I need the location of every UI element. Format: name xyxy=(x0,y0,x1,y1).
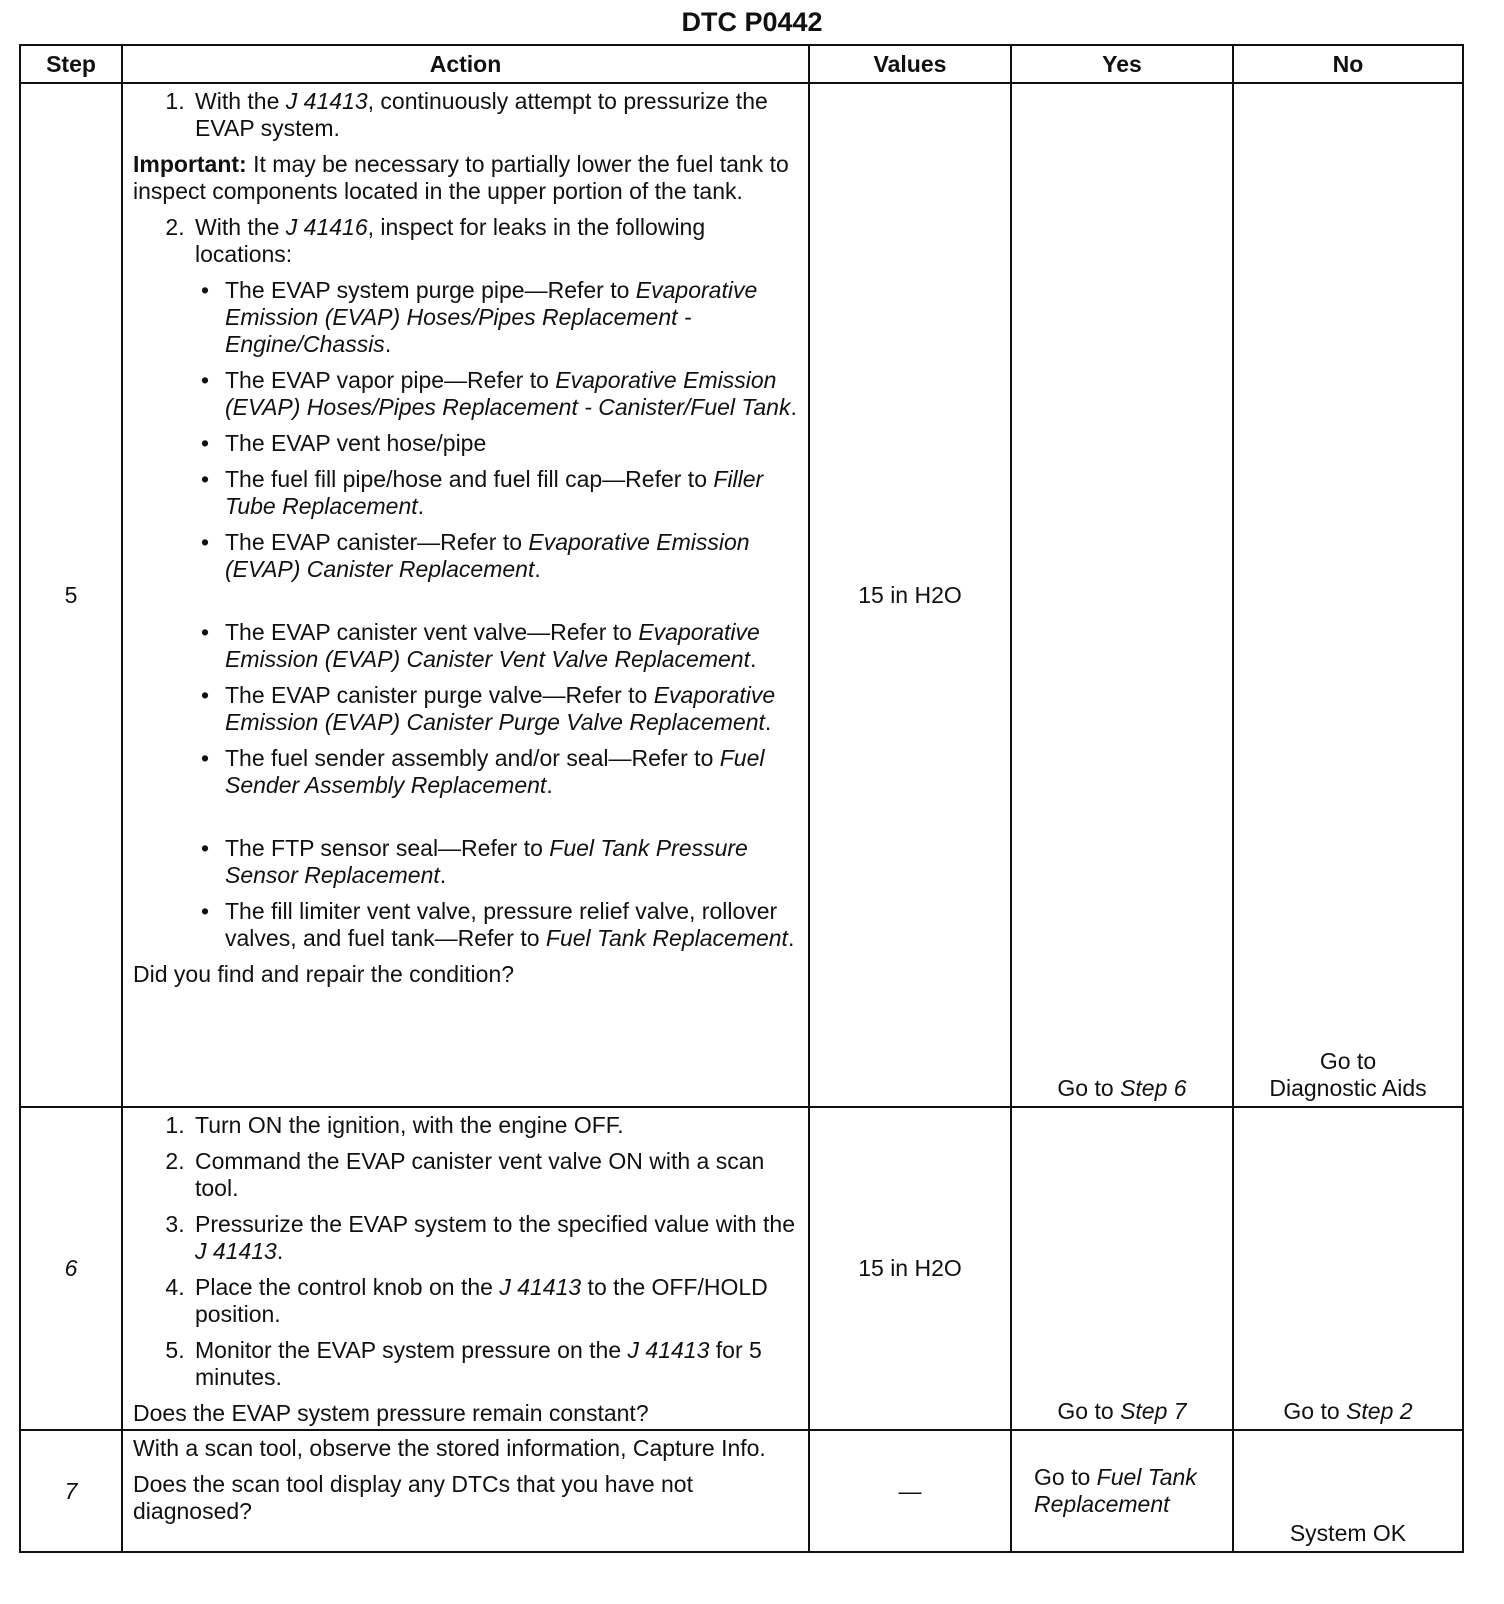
step-number: 6 xyxy=(20,1107,122,1430)
list-item: • The FTP sensor seal—Refer to Fuel Tank Pressure Sensor Replacement. xyxy=(225,835,798,889)
list-item: 4. Place the control knob on the J 41413 to the OFF/HOLD position. xyxy=(191,1274,798,1328)
action-cell xyxy=(122,1430,809,1552)
list-item: 1. Turn ON the ignition, with the engine OFF. xyxy=(191,1112,798,1139)
list-item: • The fuel sender assembly and/or seal—Refer to Fuel Sender Assembly Replacement. xyxy=(225,745,798,799)
table-row-step-5 xyxy=(20,83,1463,1107)
no-result: Go to Step 2 xyxy=(1283,1398,1413,1424)
step-number: 7 xyxy=(20,1430,122,1552)
yes-cell xyxy=(1011,1430,1233,1552)
value-cell: — xyxy=(809,1430,1011,1552)
yes-result: Go to Fuel Tank Replacement xyxy=(1034,1464,1197,1517)
action-steps xyxy=(133,88,798,142)
value-cell: 15 in H2O xyxy=(809,83,1011,1107)
step-question: Did you find and repair the condition? xyxy=(133,961,515,987)
list-item: 2. With the J 41416, inspect for leaks in the following locations: xyxy=(191,214,798,268)
list-item: 5. Monitor the EVAP system pressure on the J 41413 for 5 minutes. xyxy=(191,1337,798,1391)
step-question: Does the scan tool display any DTCs that you have not diagnosed? xyxy=(133,1471,693,1524)
header-action: Action xyxy=(122,45,809,83)
yes-result: Go to Step 6 xyxy=(1057,1075,1187,1101)
step-number: 5 xyxy=(20,83,122,1107)
header-row xyxy=(20,45,1463,83)
header-no: No xyxy=(1233,45,1463,83)
value-cell: 15 in H2O xyxy=(809,1107,1011,1430)
list-item: 3. Pressurize the EVAP system to the specified value with the J 41413. xyxy=(191,1211,798,1265)
yes-result: Go to Step 7 xyxy=(1057,1398,1187,1424)
header-values: Values xyxy=(809,45,1011,83)
list-item: • The EVAP vent hose/pipe xyxy=(225,430,798,457)
yes-cell xyxy=(1011,1107,1233,1430)
action-steps xyxy=(133,1112,798,1391)
table-row-step-6 xyxy=(20,1107,1463,1430)
leak-locations xyxy=(133,277,798,952)
page-title: DTC P0442 xyxy=(681,7,823,37)
step-question: Does the EVAP system pressure remain constant? xyxy=(133,1400,649,1426)
list-item: • The fill limiter vent valve, pressure relief valve, rollover valves, and fuel tank—Refer to Fuel Tank Replacement. xyxy=(225,898,798,952)
action-cell xyxy=(122,1107,809,1430)
header-yes: Yes xyxy=(1011,45,1233,83)
diagnostic-table xyxy=(19,44,1464,1553)
action-cell xyxy=(122,83,809,1107)
important-note: Important: It may be necessary to partially lower the fuel tank to inspect components located in the upper portion of the tank. xyxy=(133,151,789,204)
list-item: • The fuel fill pipe/hose and fuel fill cap—Refer to Filler Tube Replacement. xyxy=(225,466,798,520)
no-cell xyxy=(1233,1107,1463,1430)
yes-cell xyxy=(1011,83,1233,1107)
table-row-step-7 xyxy=(20,1430,1463,1552)
header-step: Step xyxy=(20,45,122,83)
action-text: With a scan tool, observe the stored information, Capture Info. xyxy=(133,1435,766,1461)
list-item: • The EVAP canister vent valve—Refer to Evaporative Emission (EVAP) Canister Vent Valve Replacement. xyxy=(225,619,798,673)
list-item: • The EVAP system purge pipe—Refer to Evaporative Emission (EVAP) Hoses/Pipes Replacement - Engine/Chassis. xyxy=(225,277,798,358)
no-result: System OK xyxy=(1289,1520,1407,1546)
list-item: • The EVAP canister purge valve—Refer to Evaporative Emission (EVAP) Canister Purge Valve Replacement. xyxy=(225,682,798,736)
list-item: 1. With the J 41413, continuously attempt to pressurize the EVAP system. xyxy=(191,88,798,142)
list-item: 2. Command the EVAP canister vent valve ON with a scan tool. xyxy=(191,1148,798,1202)
no-cell xyxy=(1233,1430,1463,1552)
list-item: • The EVAP vapor pipe—Refer to Evaporative Emission (EVAP) Hoses/Pipes Replacement - Canister/Fuel Tank. xyxy=(225,367,798,421)
action-steps-continued xyxy=(133,214,798,268)
no-result: Go to Diagnostic Aids xyxy=(1269,1048,1427,1101)
no-cell xyxy=(1233,83,1463,1107)
list-item: • The EVAP canister—Refer to Evaporative Emission (EVAP) Canister Replacement. xyxy=(225,529,798,583)
